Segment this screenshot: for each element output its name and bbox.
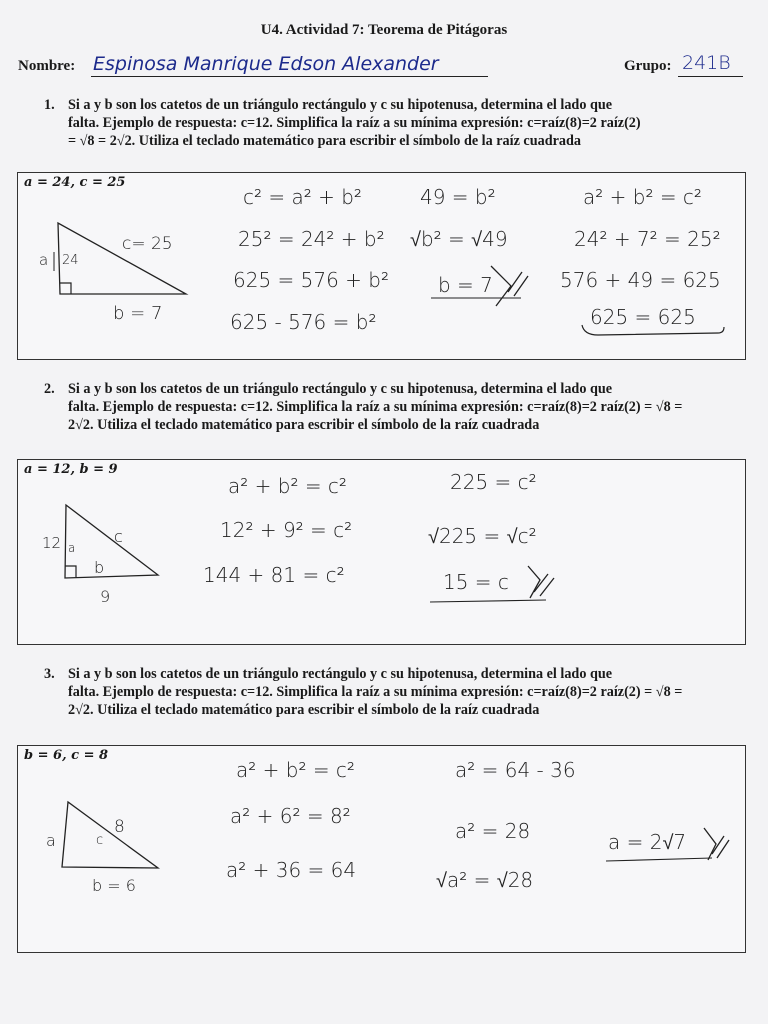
work-line: 225 = c² xyxy=(450,470,537,494)
work-line: a² = 28 xyxy=(455,819,531,843)
answer-value: 15 = c xyxy=(443,570,509,594)
name-row xyxy=(18,52,748,85)
answer-box-3[interactable] xyxy=(17,745,746,953)
work-line: 625 = 576 + b² xyxy=(233,268,390,292)
answer-mark xyxy=(426,258,536,308)
side-label-c: c xyxy=(96,833,104,848)
question-1 xyxy=(44,96,744,150)
work-line: √b² = √49 xyxy=(410,227,508,251)
worksheet-title: U4. Actividad 7: Teorema de Pitágoras xyxy=(260,22,508,38)
work-line: 12² + 9² = c² xyxy=(220,518,353,542)
name-underline xyxy=(91,76,488,77)
triangle-diagram xyxy=(18,173,218,353)
question-number: 3. xyxy=(44,666,55,682)
side-value-c: 8 xyxy=(114,817,125,837)
work-line: a² + 36 = 64 xyxy=(226,858,357,882)
question-text-line: Si a y b son los catetos de un triángulo rectángulo y c su hipotenusa, determina el lado que xyxy=(68,381,613,397)
work-line: a² + b² = c² xyxy=(236,758,355,782)
work-line: a² + b² = c² xyxy=(583,185,702,209)
side-label-c: c= 25 xyxy=(122,234,173,254)
triangle-diagram xyxy=(18,460,218,640)
answer-mark xyxy=(426,560,566,610)
group-label: Grupo: xyxy=(624,58,672,74)
question-number: 2. xyxy=(44,381,55,397)
work-line: a² + 6² = 8² xyxy=(230,804,351,828)
question-text-line: = √8 = 2√2. Utiliza el teclado matemático para escribir el símbolo de la raíz cuadrada xyxy=(68,133,581,149)
work-line: a² + b² = c² xyxy=(228,474,347,498)
side-label-a: a xyxy=(39,251,49,269)
given-values: b = 6, c = 8 xyxy=(24,748,109,763)
work-line: 576 + 49 = 625 xyxy=(560,268,721,292)
question-3 xyxy=(44,665,744,719)
question-2 xyxy=(44,380,744,434)
check-result: 625 = 625 xyxy=(590,305,696,329)
answer-value: a = 2√7 xyxy=(608,830,687,854)
work-line: √225 = √c² xyxy=(428,524,537,548)
answer-value: b = 7 xyxy=(438,273,493,297)
question-text-line: falta. Ejemplo de respuesta: c=12. Simplifica la raíz a su mínima expresión: c=raíz(8)=2 raíz(2) = √8 = xyxy=(68,684,683,700)
given-values: a = 24, c = 25 xyxy=(24,175,126,190)
side-label-a: a xyxy=(46,831,56,850)
answer-box-1[interactable] xyxy=(17,172,746,360)
question-text-line: falta. Ejemplo de respuesta: c=12. Simplifica la raíz a su mínima expresión: c=raíz(8)=2 raíz(2) = √8 = xyxy=(68,399,683,415)
student-name: Espinosa Manrique Edson Alexander xyxy=(93,53,439,75)
question-number: 1. xyxy=(44,97,55,113)
side-label-a: a xyxy=(68,541,76,555)
side-label-b: b = 7 xyxy=(113,303,163,324)
group-underline xyxy=(678,76,743,77)
side-label-b: b xyxy=(94,558,105,577)
question-text-line: falta. Ejemplo de respuesta: c=12. Simplifica la raíz a su mínima expresión: c=raíz(8)=2 raíz(2) xyxy=(68,115,641,131)
work-line: 625 - 576 = b² xyxy=(230,310,377,334)
question-text-line: Si a y b son los catetos de un triángulo rectángulo y c su hipotenusa, determina el lado que xyxy=(68,97,613,113)
work-line: √a² = √28 xyxy=(436,868,534,892)
answer-box-2[interactable] xyxy=(17,459,746,645)
question-text-line: Si a y b son los catetos de un triángulo rectángulo y c su hipotenusa, determina el lado que xyxy=(68,666,613,682)
answer-mark xyxy=(604,824,744,869)
side-value-b: 9 xyxy=(100,587,111,606)
work-line: 25² = 24² + b² xyxy=(238,227,385,251)
check-underline xyxy=(578,323,728,343)
work-line: 144 + 81 = c² xyxy=(203,563,345,587)
work-line: 49 = b² xyxy=(420,185,496,209)
side-value-a: 12 xyxy=(42,534,62,552)
question-text-line: 2√2. Utiliza el teclado matemático para escribir el símbolo de la raíz cuadrada xyxy=(68,702,540,718)
work-line: c² = a² + b² xyxy=(243,185,362,209)
group-value: 241B xyxy=(682,52,731,74)
work-line: a² = 64 - 36 xyxy=(455,758,576,782)
side-value-a: 24 xyxy=(62,253,79,268)
name-label: Nombre: xyxy=(18,58,76,74)
question-text-line: 2√2. Utiliza el teclado matemático para escribir el símbolo de la raíz cuadrada xyxy=(68,417,540,433)
given-values: a = 12, b = 9 xyxy=(24,462,118,477)
triangle-diagram xyxy=(18,746,218,926)
work-line: 24² + 7² = 25² xyxy=(574,227,721,251)
side-label-b: b = 6 xyxy=(92,876,136,895)
side-label-c: c xyxy=(114,527,123,546)
